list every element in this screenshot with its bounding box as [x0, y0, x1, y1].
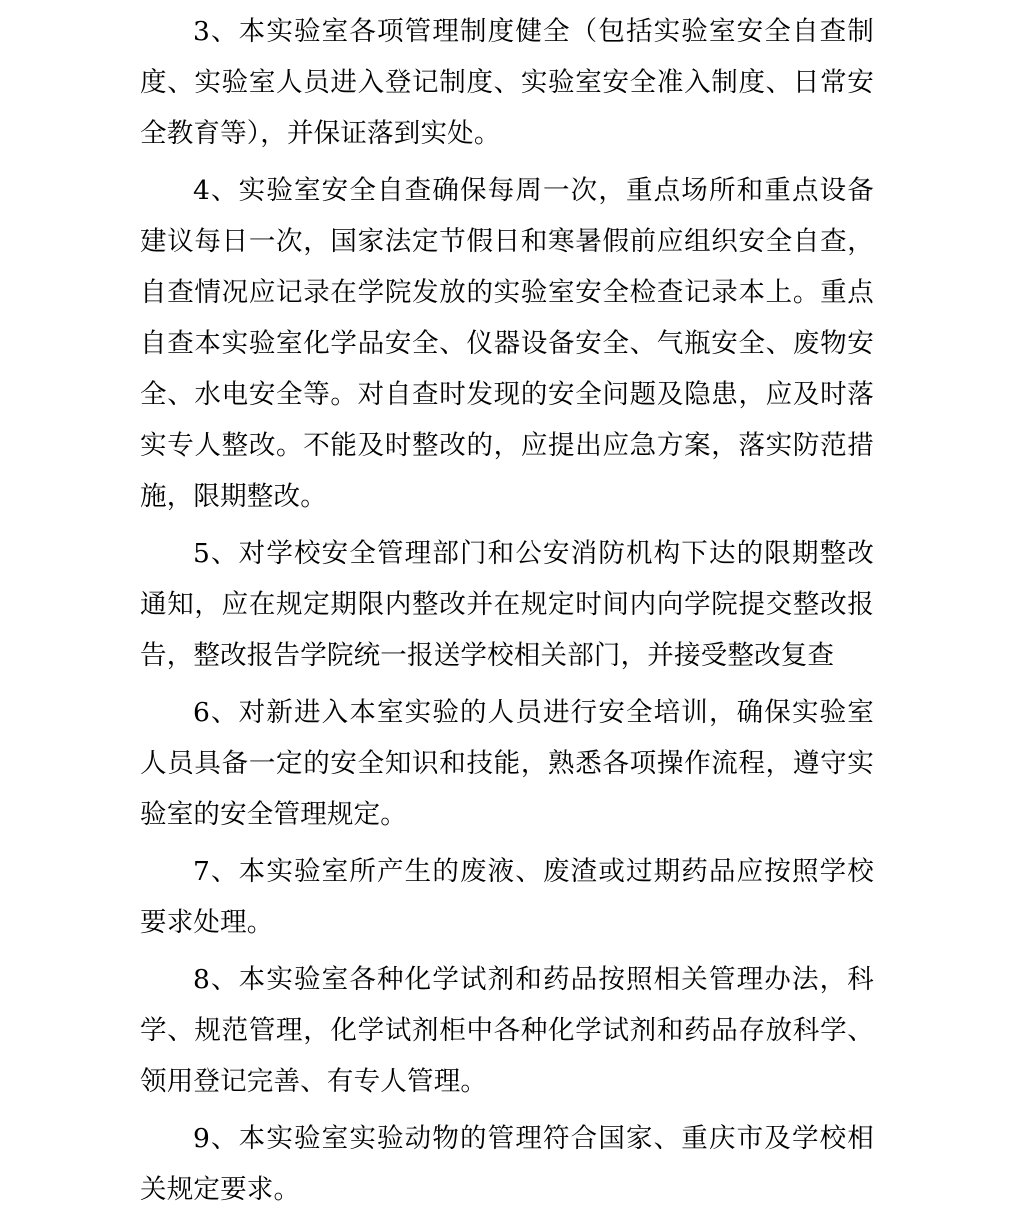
- paragraph-3: 3、本实验室各项管理制度健全（包括实验室安全自查制度、实验室人员进入登记制度、实验室安全准入制度、日常安全教育等），并保证落到实处。: [140, 16, 874, 149]
- paragraph-4: 4、实验室安全自查确保每周一次，重点场所和重点设备建议每日一次，国家法定节假日和寒暑假前应组织安全自查，自查情况应记录在学院发放的实验室安全检查记录本上。重点自查本实验室化学品安全、仪器设备安全、气瓶安全、废物安全、水电安全等。对自查时发现的安全问题及隐患，应及时落实专人整改。不能及时整改的，应提出应急方案，落实防范措施，限期整改。: [140, 175, 874, 512]
- paragraph-9: 9、本实验室实验动物的管理符合国家、重庆市及学校相关规定要求。: [140, 1123, 874, 1205]
- paragraph-8: 8、本实验室各种化学试剂和药品按照相关管理办法，科学、规范管理，化学试剂柜中各种化学试剂和药品存放科学、领用登记完善、有专人管理。: [140, 964, 874, 1097]
- paragraph-5: 5、对学校安全管理部门和公安消防机构下达的限期整改通知，应在规定期限内整改并在规定时间内向学院提交整改报告，整改报告学院统一报送学校相关部门，并接受整改复查: [140, 538, 874, 671]
- document-body: [140, 6, 874, 1215]
- paragraph-7: 7、本实验室所产生的废液、废渣或过期药品应按照学校要求处理。: [140, 856, 874, 938]
- paragraph-6: 6、对新进入本室实验的人员进行安全培训，确保实验室人员具备一定的安全知识和技能，熟悉各项操作流程，遵守实验室的安全管理规定。: [140, 697, 874, 830]
